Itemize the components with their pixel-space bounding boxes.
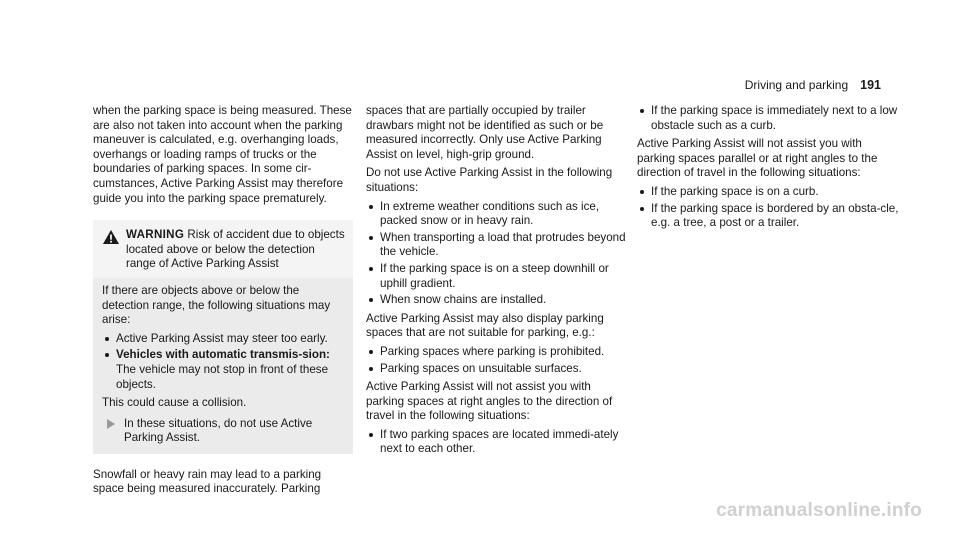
outro-paragraph: Snowfall or heavy rain may lead to a parking space being measured inaccurately. Parking: [93, 467, 322, 496]
warning-header: [93, 220, 353, 278]
paragraph: Do not use Active Parking Assist in the following situations:: [366, 166, 613, 194]
list-item: [102, 332, 345, 347]
warning-intro: If there are objects above or below the detection range, the following situations may arise:: [102, 283, 331, 327]
warning-triangle-icon: [102, 229, 120, 245]
watermark: carmanualsonline.info: [716, 500, 922, 522]
paragraph: Active Parking Assist may also display parking spaces that are not suitable for parking, e.g.:: [366, 311, 604, 340]
list-item: If the parking space is on a curb.: [637, 185, 899, 200]
list-item: [102, 348, 345, 392]
list-item: Parking spaces where parking is prohibited.: [366, 345, 628, 360]
list-item: In extreme weather conditions such as ice, packed snow or in heavy rain.: [366, 200, 628, 229]
list-item: If the parking space is bordered by an obsta-cle, e.g. a tree, a post or a trailer.: [637, 202, 899, 231]
bullet-list: [366, 200, 628, 308]
warning-consequence: This could cause a collision.: [102, 396, 247, 410]
bullet-list: [366, 345, 628, 376]
column-2: [366, 104, 628, 461]
list-item-text: The vehicle may not stop in front of these objects.: [116, 362, 329, 391]
warning-heading: [126, 228, 345, 272]
page-number: 191: [860, 78, 881, 92]
intro-paragraph: when the parking space is being measured. These are also not taken into account when the parking maneuver is calculated, e.g. overhanging loads, overhangs or loading ramps of trucks or the boundaries of parking spaces. In some cir-cumstances, Active Parking Assist may therefore guide you into the parking space prematurely.: [93, 104, 352, 205]
bullet-list: [637, 185, 899, 231]
list-item: If the parking space is immediately next to a low obstacle such as a curb.: [637, 104, 899, 133]
action-arrow-icon: [106, 419, 116, 429]
warning-action-text: In these situations, do not use Active Parking Assist.: [124, 416, 313, 445]
warning-box: [93, 220, 353, 454]
bullet-list: [637, 104, 899, 133]
list-item: Parking spaces on unsuitable surfaces.: [366, 362, 628, 377]
warning-action: [102, 417, 345, 446]
warning-list: [102, 332, 345, 392]
paragraph: Active Parking Assist will not assist you with parking spaces parallel or at right angles to the direction of travel in the following situations:: [637, 137, 878, 180]
section-title: Driving and parking: [744, 78, 849, 92]
list-item-bold: Vehicles with automatic transmis-sion:: [116, 348, 330, 362]
bullet-list: [366, 428, 628, 457]
paragraph: spaces that are partially occupied by trailer drawbars might not be identified as such or be measured incorrectly. Only use Active Parking Assist on level, high-grip ground.: [366, 104, 604, 161]
list-item: If two parking spaces are located immedi-ately next to each other.: [366, 428, 628, 457]
warning-label: WARNING: [126, 228, 185, 242]
column-1: [93, 104, 353, 501]
list-item: When snow chains are installed.: [366, 293, 628, 308]
list-item-text: Active Parking Assist may steer too early.: [116, 331, 328, 345]
paragraph: Active Parking Assist will not assist you with parking spaces at right angles to the direction of travel in the following situations:: [366, 380, 613, 423]
list-item: When transporting a load that protrudes beyond the vehicle.: [366, 231, 628, 260]
warning-body: [93, 278, 353, 454]
column-3: [637, 104, 899, 235]
page-header: [745, 78, 881, 93]
warning-title: Risk of accident due to objects located above or below the detection range of Active Parking Assist: [126, 228, 345, 271]
list-item: If the parking space is on a steep downhill or uphill gradient.: [366, 262, 628, 291]
